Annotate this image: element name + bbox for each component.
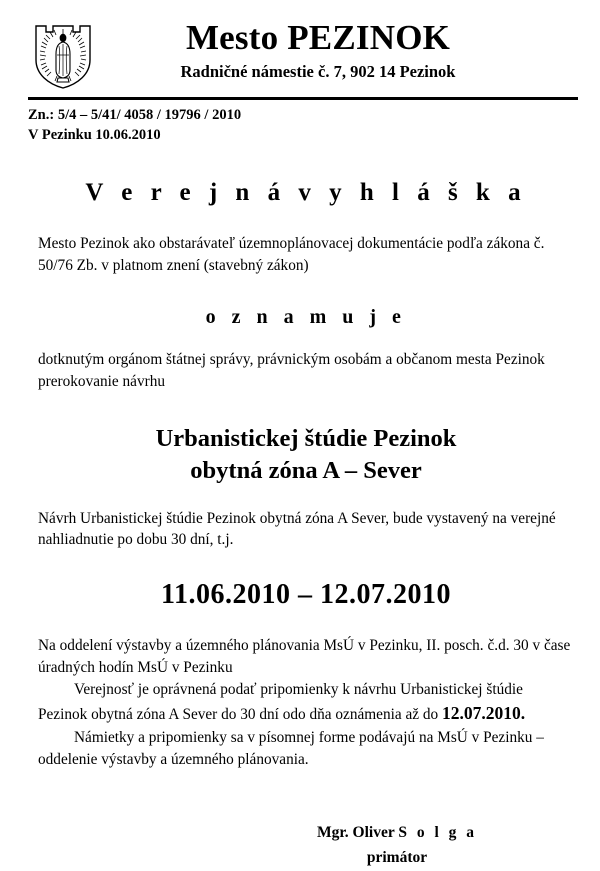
comments-deadline-date: 12.07.2010. [442, 703, 526, 724]
signatory-name-prefix: Mgr. Oliver [316, 824, 399, 842]
letterhead-text [92, 20, 578, 82]
header-divider [28, 97, 578, 100]
reference-block [28, 105, 600, 145]
notice-type-heading: V e r e j n á v y h l á š k a [85, 179, 527, 206]
display-info-paragraph: Návrh Urbanistickej štúdie Pezinok obytná zóna A Sever, bude vystavený na verejné nahliadnutie po dobu 30 dní, t.j. [38, 509, 556, 549]
announces-heading: o z n a m u j e [205, 306, 407, 329]
file-reference-number: Zn.: 5/4 – 5/41/ 4058 / 19796 / 2010 [28, 107, 242, 123]
details-block [38, 635, 574, 771]
display-period-dates: 11.06.2010 – 12.07.2010 [161, 578, 451, 610]
intro-paragraph: Mesto Pezinok ako obstarávateľ územnoplánovacej dokumentácie podľa zákona č. 50/76 Zb. v platnom znení (stavebný zákon) [38, 235, 545, 274]
signatory-name [220, 821, 574, 846]
location-paragraph: Na oddelení výstavby a územného plánovania MsÚ v Pezinku, II. posch. č.d. 30 v čase úradných hodín MsÚ v Pezinku [38, 636, 571, 677]
organization-address: Radničné námestie č. 7, 902 14 Pezinok [180, 61, 456, 81]
subject-title-line-2: obytná zóna A – Sever [190, 457, 422, 485]
organization-name: Mesto PEZINOK [185, 18, 451, 57]
signature-block [38, 821, 574, 871]
document-body [38, 179, 574, 871]
submission-paragraph: Námietky a pripomienky sa v písomnej forme podávajú na MsÚ v Pezinku – oddelenie výstavby a územného plánovania. [38, 728, 544, 769]
letterhead [0, 0, 600, 90]
addressees-paragraph: dotknutým orgánom štátnej správy, právnickým osobám a občanom mesta Pezinok prerokovanie návrhu [38, 351, 545, 391]
place-and-date: V Pezinku 10.06.2010 [28, 127, 161, 143]
comments-paragraph [38, 679, 574, 727]
comments-text: Verejnosť je oprávnená podať pripomienky k návrhu Urbanistickej štúdie Pezinok obytná zóna A Sever do 30 dní odo dňa oznámenia až do [38, 681, 523, 724]
subject-title-block [38, 423, 574, 488]
pezinok-coat-of-arms-icon [34, 24, 92, 90]
subject-title-line-1: Urbanistickej štúdie Pezinok [155, 424, 457, 452]
signatory-surname: S o l g a [398, 824, 478, 842]
signatory-title: primátor [366, 849, 428, 866]
